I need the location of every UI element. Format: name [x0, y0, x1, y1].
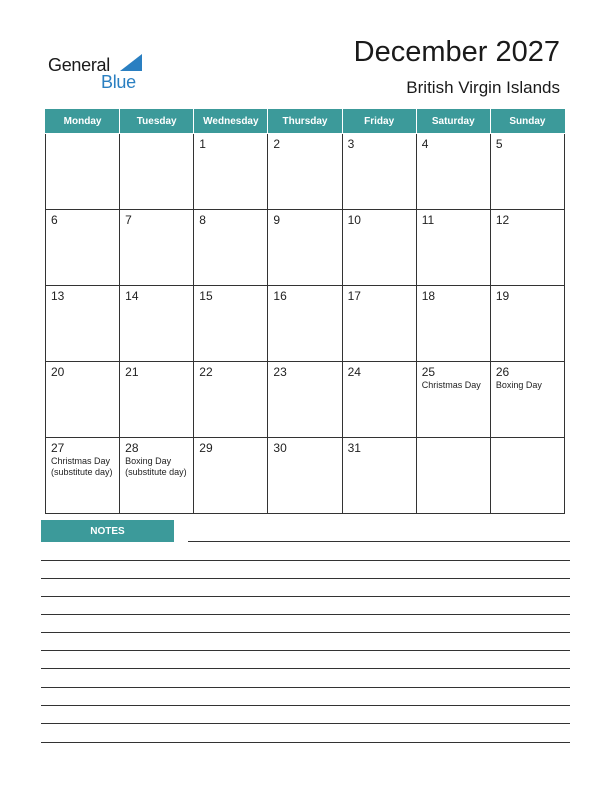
day-number: 13: [51, 289, 65, 303]
day-cell: [342, 362, 416, 438]
weekday-header: Friday: [342, 110, 416, 134]
day-number: 22: [199, 365, 213, 379]
note-line: [41, 578, 570, 579]
day-cell: [194, 362, 268, 438]
weekday-header: Sunday: [490, 110, 564, 134]
holiday-label: Christmas Day: [421, 380, 481, 390]
day-number: 11: [421, 213, 435, 227]
weekday-header: Thursday: [268, 110, 342, 134]
day-number: 15: [199, 289, 213, 303]
week-row: [46, 286, 565, 362]
holiday-label: Boxing Day (substitute day): [125, 456, 187, 477]
day-cell: [194, 438, 268, 514]
note-line: [41, 742, 570, 743]
day-cell: [342, 134, 416, 210]
day-cell: [490, 134, 564, 210]
note-line: [41, 723, 570, 724]
day-cell: [268, 210, 342, 286]
day-cell: [342, 210, 416, 286]
day-cell: [416, 362, 490, 438]
note-line: [41, 687, 570, 688]
day-number: 24: [347, 365, 361, 379]
weekday-header: Wednesday: [194, 110, 268, 134]
day-cell: [268, 362, 342, 438]
day-cell: [342, 286, 416, 362]
day-number: 1: [199, 137, 206, 151]
note-line: [41, 705, 570, 706]
note-line: [41, 650, 570, 651]
day-number: 27: [51, 441, 65, 455]
note-line: [188, 541, 570, 542]
calendar-title: December 2027: [353, 36, 560, 68]
day-cell: [268, 286, 342, 362]
day-cell: [490, 286, 564, 362]
day-number: 8: [199, 213, 206, 227]
day-cell: [490, 438, 564, 514]
day-cell: [46, 362, 120, 438]
week-row: [46, 362, 565, 438]
day-number: 16: [273, 289, 287, 303]
day-cell: [46, 210, 120, 286]
day-cell: [268, 438, 342, 514]
day-number: 25: [421, 365, 436, 379]
day-cell: [490, 210, 564, 286]
note-line: [41, 596, 570, 597]
day-number: 9: [273, 213, 281, 227]
logo-text-general: General: [48, 55, 110, 75]
week-row: [46, 438, 565, 514]
day-cell: [120, 286, 194, 362]
holiday-label: Boxing Day: [495, 380, 542, 390]
day-number: 31: [347, 441, 361, 455]
day-cell: [194, 134, 268, 210]
day-number: 26: [495, 365, 510, 379]
calendar-grid: [45, 109, 565, 514]
day-number: 30: [273, 441, 287, 455]
logo-text-blue: Blue: [101, 72, 136, 92]
week-row: [46, 134, 565, 210]
day-cell: [194, 210, 268, 286]
day-number: 29: [199, 441, 213, 455]
day-number: 6: [51, 213, 58, 227]
day-number: 5: [495, 137, 503, 151]
week-row: [46, 210, 565, 286]
generalblue-logo: [48, 52, 148, 92]
weekday-header: Monday: [46, 110, 120, 134]
day-cell: [46, 134, 120, 210]
day-cell: [416, 438, 490, 514]
note-line: [41, 560, 570, 561]
day-cell: [120, 438, 194, 514]
day-cell: [416, 134, 490, 210]
day-cell: [416, 286, 490, 362]
day-number: 2: [273, 137, 281, 151]
day-number: 14: [125, 289, 139, 303]
logo-triangle-icon: [120, 54, 142, 71]
day-number: 17: [347, 289, 361, 303]
day-number: 21: [125, 365, 139, 379]
notes-label: NOTES: [41, 520, 174, 542]
day-number: 20: [51, 365, 65, 379]
calendar-subtitle: British Virgin Islands: [406, 78, 560, 97]
note-line: [41, 614, 570, 615]
weekday-header: Tuesday: [120, 110, 194, 134]
day-number: 12: [495, 213, 510, 227]
day-number: 19: [495, 289, 510, 303]
day-cell: [268, 134, 342, 210]
weekday-header-row: [46, 110, 565, 134]
note-line: [41, 668, 570, 669]
holiday-label: Christmas Day (substitute day): [51, 456, 113, 477]
day-cell: [120, 362, 194, 438]
weekday-header: Saturday: [416, 110, 490, 134]
day-number: 3: [347, 137, 355, 151]
day-cell: [120, 134, 194, 210]
day-cell: [416, 210, 490, 286]
day-number: 28: [125, 441, 139, 455]
day-number: 4: [421, 137, 429, 151]
day-cell: [46, 286, 120, 362]
day-cell: [120, 210, 194, 286]
day-number: 18: [421, 289, 436, 303]
day-cell: [490, 362, 564, 438]
note-line: [41, 632, 570, 633]
day-number: 23: [273, 365, 287, 379]
day-cell: [342, 438, 416, 514]
day-number: 10: [347, 213, 361, 227]
day-cell: [46, 438, 120, 514]
day-number: 7: [125, 213, 132, 227]
day-cell: [194, 286, 268, 362]
